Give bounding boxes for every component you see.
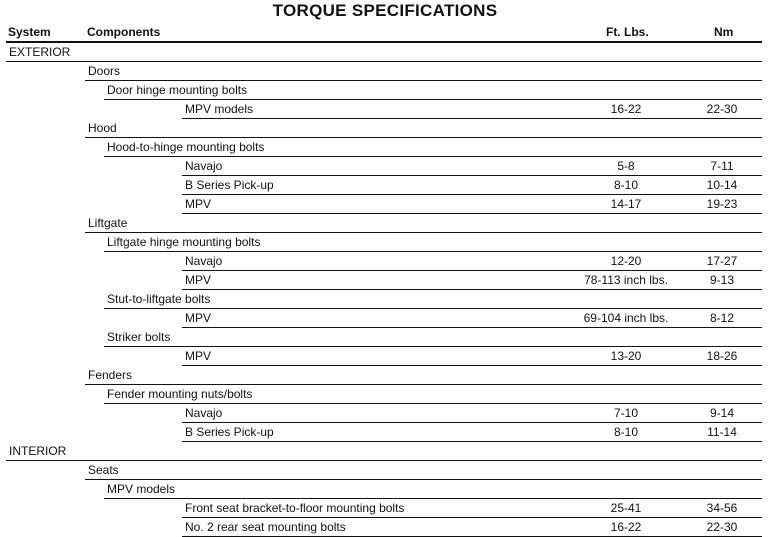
nm-value: 9-13 bbox=[709, 273, 735, 287]
column-header-nm: Nm bbox=[714, 25, 734, 39]
ft-lbs-value: 7-10 bbox=[613, 406, 639, 420]
nm-value: 22-30 bbox=[706, 102, 738, 116]
table-row bbox=[0, 119, 770, 138]
table-row bbox=[0, 43, 770, 62]
nm-value: 10-14 bbox=[706, 178, 738, 192]
row-label: EXTERIOR bbox=[9, 45, 71, 59]
table-row bbox=[0, 252, 770, 271]
row-label: MPV models bbox=[185, 102, 254, 116]
ft-lbs-value: 16-22 bbox=[610, 520, 642, 534]
row-label: Door hinge mounting bolts bbox=[107, 83, 248, 97]
row-label: Stut-to-liftgate bolts bbox=[107, 292, 211, 306]
table-row bbox=[0, 366, 770, 385]
column-header-system: System bbox=[8, 25, 51, 39]
table-row bbox=[0, 138, 770, 157]
nm-value: 8-12 bbox=[709, 311, 735, 325]
row-label: Fenders bbox=[88, 368, 133, 382]
table-row bbox=[0, 290, 770, 309]
ft-lbs-value: 78-113 inch lbs. bbox=[584, 273, 668, 287]
nm-value: 19-23 bbox=[706, 197, 738, 211]
nm-value: 34-56 bbox=[706, 501, 738, 515]
table-row bbox=[0, 309, 770, 328]
table-row bbox=[0, 385, 770, 404]
row-label: Fender mounting nuts/bolts bbox=[107, 387, 253, 401]
nm-value: 17-27 bbox=[706, 254, 738, 268]
nm-value: 9-14 bbox=[709, 406, 735, 420]
row-label: Hood-to-hinge mounting bolts bbox=[107, 140, 265, 154]
row-label: Striker bolts bbox=[107, 330, 171, 344]
row-label: MPV bbox=[185, 273, 212, 287]
ft-lbs-value: 8-10 bbox=[613, 178, 639, 192]
table-row bbox=[0, 176, 770, 195]
table-row bbox=[0, 347, 770, 366]
ft-lbs-value: 13-20 bbox=[610, 349, 642, 363]
column-header-components: Components bbox=[87, 25, 161, 39]
row-label: Doors bbox=[88, 64, 121, 78]
table-row bbox=[0, 195, 770, 214]
spec-table-body bbox=[0, 43, 770, 537]
row-label: Navajo bbox=[185, 159, 223, 173]
column-header-ft-lbs: Ft. Lbs. bbox=[606, 25, 649, 39]
row-label: No. 2 rear seat mounting bolts bbox=[185, 520, 346, 534]
row-label: Liftgate hinge mounting bolts bbox=[107, 235, 261, 249]
table-row bbox=[0, 423, 770, 442]
ft-lbs-value: 25-41 bbox=[610, 501, 642, 515]
ft-lbs-value: 14-17 bbox=[610, 197, 642, 211]
ft-lbs-value: 12-20 bbox=[610, 254, 642, 268]
ft-lbs-value: 8-10 bbox=[613, 425, 639, 439]
table-row bbox=[0, 480, 770, 499]
row-label: Seats bbox=[88, 463, 119, 477]
table-row bbox=[0, 518, 770, 537]
table-row bbox=[0, 81, 770, 100]
table-row bbox=[0, 157, 770, 176]
ft-lbs-value: 5-8 bbox=[617, 159, 635, 173]
nm-value: 22-30 bbox=[706, 520, 738, 534]
nm-value: 7-11 bbox=[710, 159, 734, 173]
row-label: MPV bbox=[185, 311, 212, 325]
row-label: Liftgate bbox=[88, 216, 128, 230]
row-label: Front seat bracket-to-floor mounting bolts bbox=[185, 501, 405, 515]
table-header bbox=[6, 22, 762, 43]
nm-value: 11-14 bbox=[707, 425, 737, 439]
row-label: B Series Pick-up bbox=[185, 178, 274, 192]
page-title: TORQUE SPECIFICATIONS bbox=[272, 1, 498, 20]
table-row bbox=[0, 271, 770, 290]
row-label: MPV bbox=[185, 197, 212, 211]
table-row bbox=[0, 499, 770, 518]
ft-lbs-value: 16-22 bbox=[610, 102, 642, 116]
nm-value: 18-26 bbox=[706, 349, 738, 363]
table-row bbox=[0, 442, 770, 461]
table-row bbox=[0, 404, 770, 423]
row-label: INTERIOR bbox=[9, 444, 67, 458]
row-label: Navajo bbox=[185, 254, 223, 268]
ft-lbs-value: 69-104 inch lbs. bbox=[583, 311, 669, 325]
table-row bbox=[0, 328, 770, 347]
table-row bbox=[0, 461, 770, 480]
row-label: MPV models bbox=[107, 482, 176, 496]
row-label: MPV bbox=[185, 349, 212, 363]
table-row bbox=[0, 233, 770, 252]
table-row bbox=[0, 62, 770, 81]
row-label: Navajo bbox=[185, 406, 223, 420]
row-label: B Series Pick-up bbox=[185, 425, 274, 439]
table-row bbox=[0, 100, 770, 119]
table-row bbox=[0, 214, 770, 233]
row-label: Hood bbox=[88, 121, 117, 135]
